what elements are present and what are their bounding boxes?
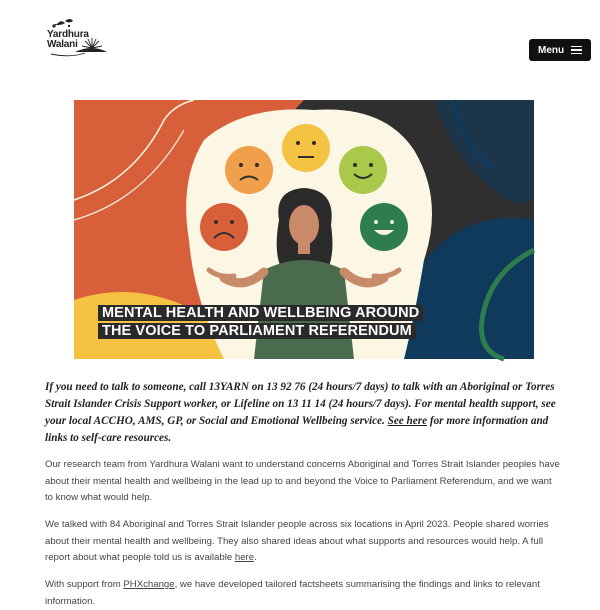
menu-label: Menu (538, 44, 565, 56)
crisis-support-notice (45, 379, 560, 447)
research-findings-paragraph (45, 517, 560, 567)
very-sad-face-icon (200, 203, 248, 251)
happy-face-icon (339, 146, 387, 194)
logo-line-2: Walani (47, 39, 78, 50)
hamburger-icon (571, 46, 582, 54)
findings-text-end: . (254, 552, 257, 563)
logo-line-1: Yardhura (47, 29, 89, 40)
logo-wordmark (47, 30, 89, 50)
menu-button[interactable] (529, 39, 591, 61)
see-here-link[interactable]: See here (387, 415, 428, 427)
factsheets-text-end: , we have developed tailored factsheets summarising the findings and links to relevant information. (45, 579, 540, 607)
yardhura-walani-logo[interactable] (45, 18, 109, 60)
hero-caption (98, 304, 423, 340)
crisis-support-text: If you need to talk to someone, call 13YARN on 13 92 76 (24 hours/7 days) to talk with an Aboriginal or Torres Strait Islander Crisis Support worker, or Lifeline on 13 11 14 (24 hours/7 days). For mental health support, see your local ACCHO, AMS, GP, or Social and Emotional Wellbeing service. (45, 381, 556, 427)
hero-caption-line-1: MENTAL HEALTH AND WELLBEING AROUND (98, 305, 423, 321)
neutral-face-icon (282, 124, 330, 172)
factsheets-paragraph (45, 577, 560, 610)
hero-caption-line-2: THE VOICE TO PARLIAMENT REFERENDUM (98, 323, 416, 339)
very-happy-face-icon (360, 203, 408, 251)
site-header (0, 0, 600, 80)
hero-image (74, 100, 534, 359)
research-intro-paragraph: Our research team from Yardhura Walani want to understand concerns Aboriginal and Torres Strait Islander peoples have about their mental health and wellbeing in the lead up to and beyond the Voice to Parliament Referendum, and we want to know what would help. (45, 459, 560, 503)
crisis-support-text-end: for more information and links to self-care resources. (45, 415, 549, 444)
sad-face-icon (225, 146, 273, 194)
full-report-link[interactable]: here (234, 552, 255, 563)
phxchange-link[interactable]: PHXchange (123, 579, 175, 590)
factsheets-text: With support from (45, 579, 124, 590)
findings-text: We talked with 84 Aboriginal and Torres Strait Islander people across six locations in April 2023. People shared worries about their mental health and wellbeing. They also shared ideas about what supports and resources would help. A full report about what people told us is available (45, 519, 549, 563)
